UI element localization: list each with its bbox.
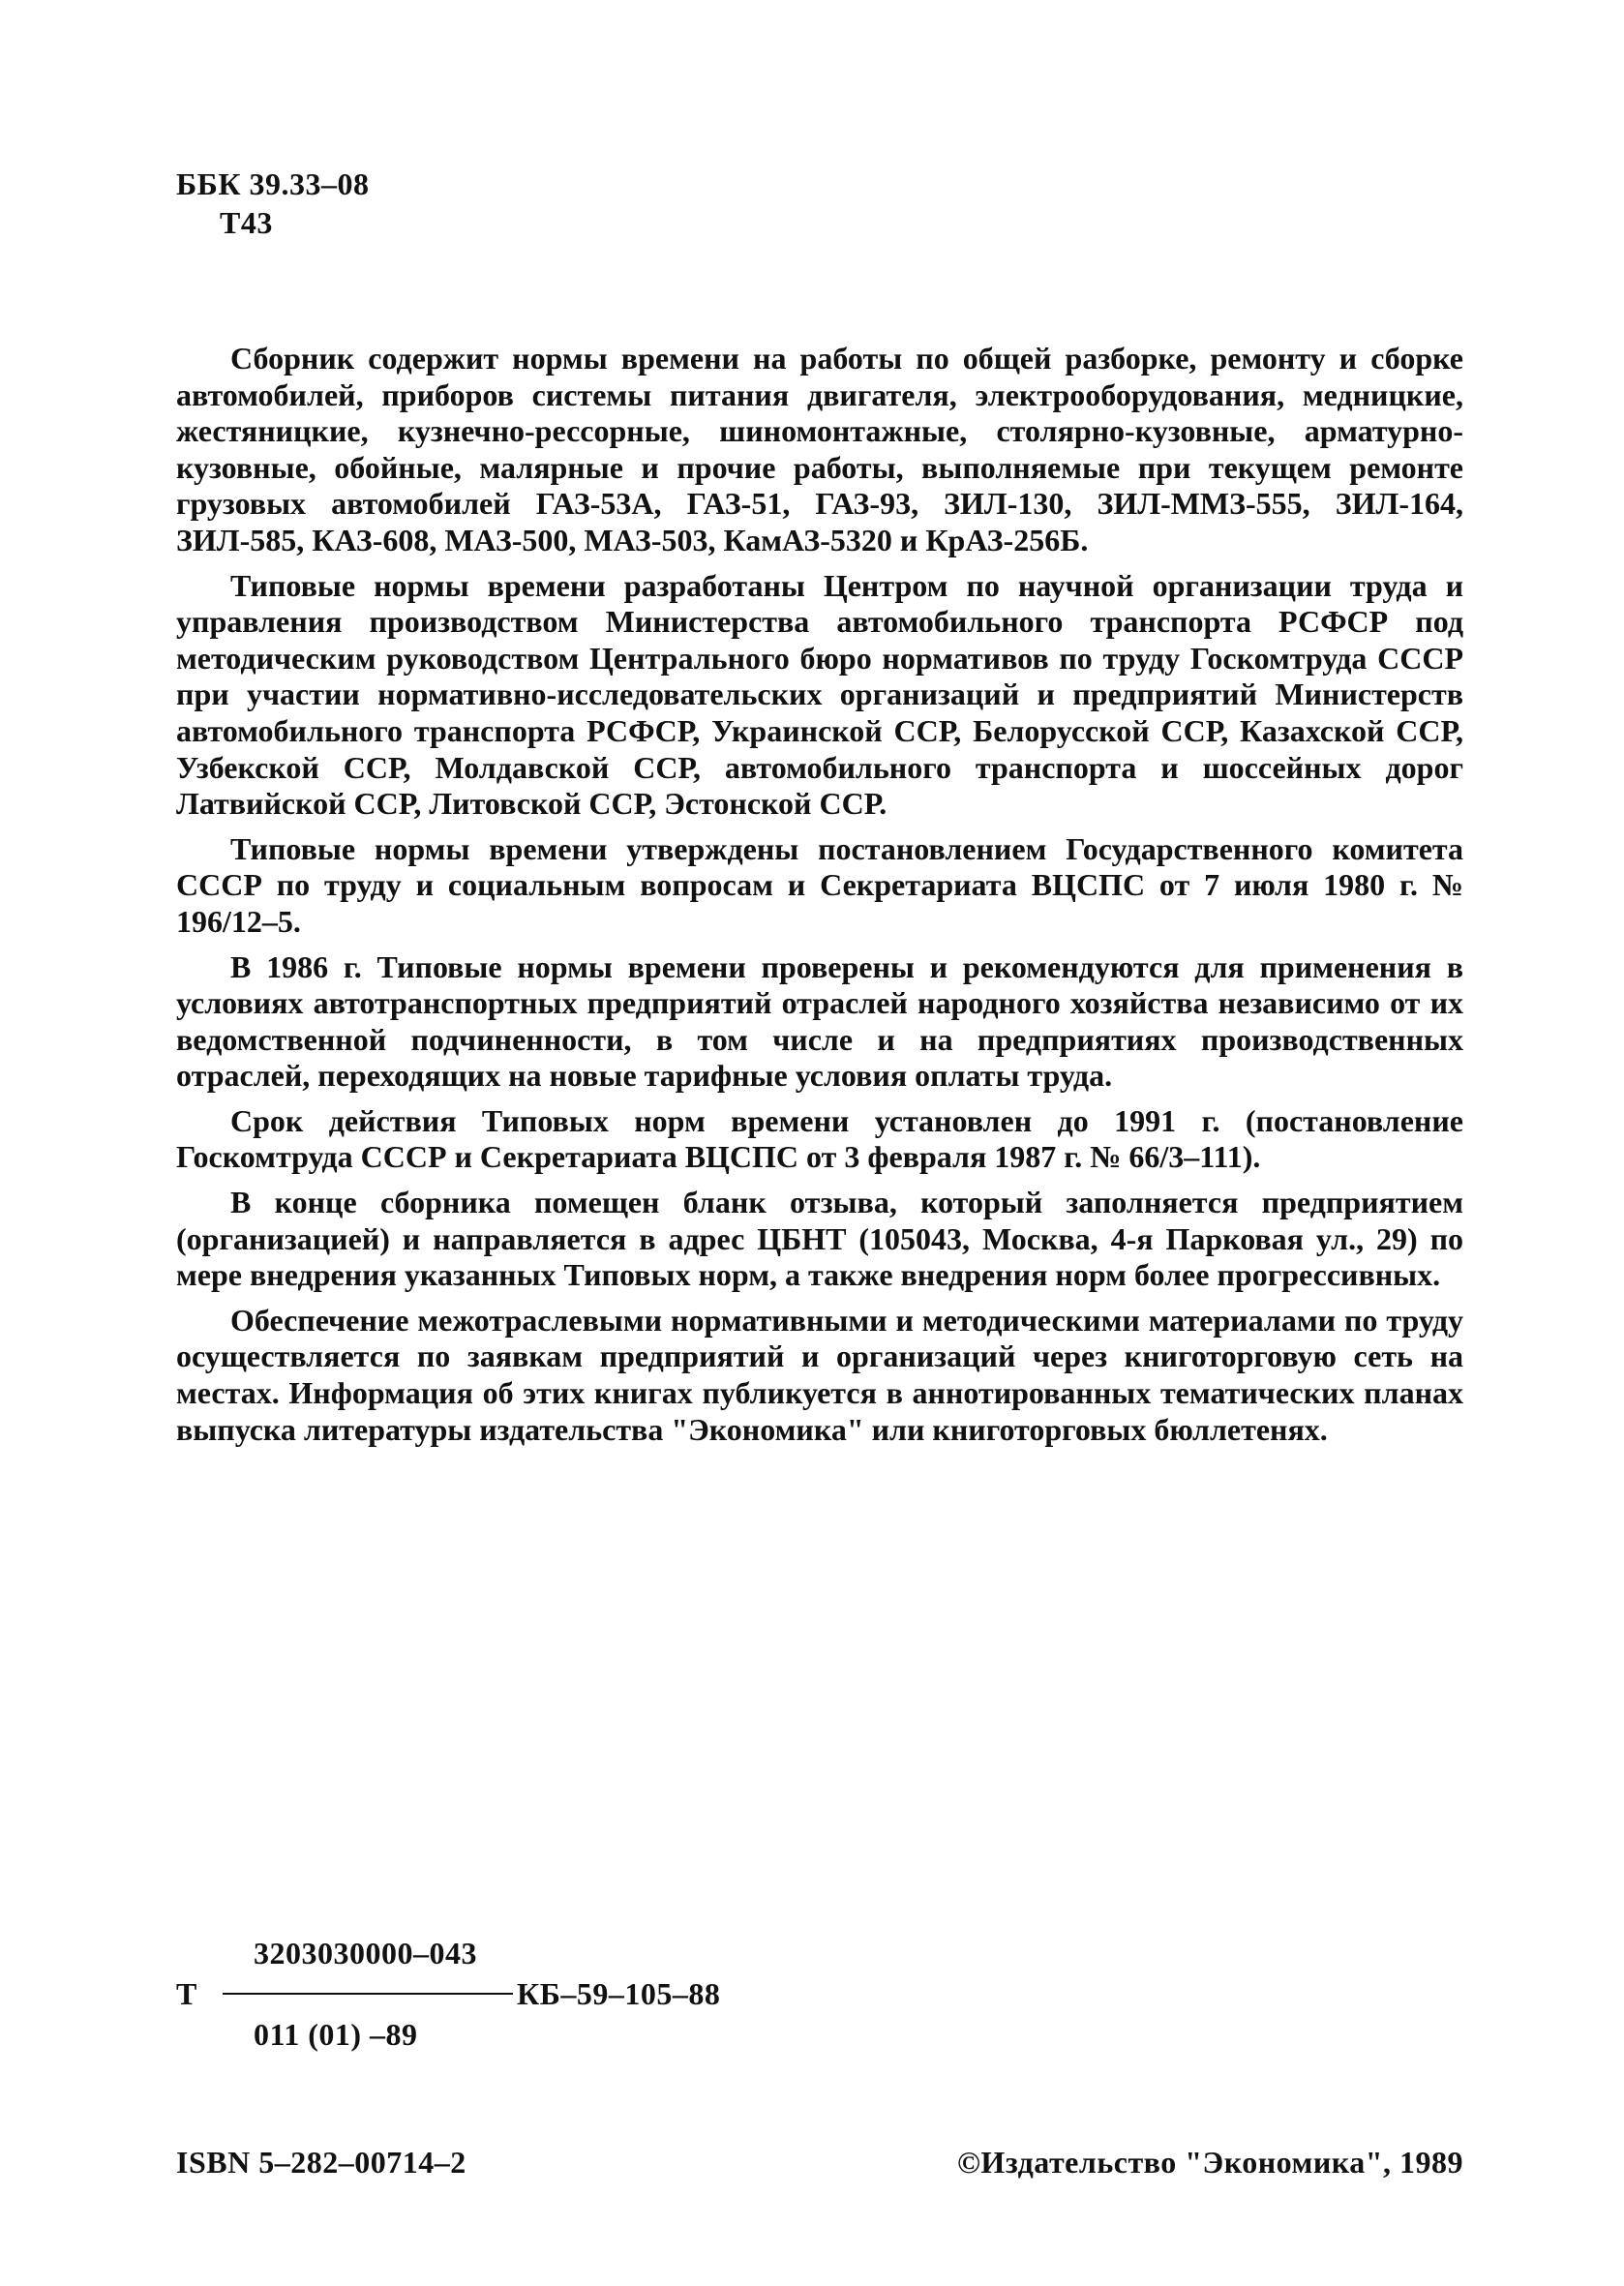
paragraph: Типовые нормы времени разработаны Центром по научной организации труда и управления производством Министерства автомобильного транспорта РСФСР под методическим руководством Центрального бюро нормативов по труду Госкомтруда СССР при участии нормативно-исследовательских организаций и предприятий Министерств автомобильного транспорта РСФСР, Украинской ССР, Белорусской ССР, Казахской ССР, Узбекской ССР, Молдавской ССР, автомобильного транспорта и шоссейных дорог Латвийской ССР, Литовской ССР, Эстонской ССР. — [176, 567, 1463, 822]
bbk-code: ББК 39.33–08 — [176, 166, 370, 201]
paragraph: Срок действия Типовых норм времени установлен до 1991 г. (постановление Госкомтруда СССР и Секретариата ВЦСПС от 3 февраля 1987 г. № 66/3–111). — [176, 1102, 1463, 1175]
paragraph: В 1986 г. Типовые нормы времени проверены и рекомендуются для применения в условиях автотранспортных предприятий отраслей народного хозяйства независимо от их ведомственной подчиненности, в том числе и на предприятиях производственных отраслей, переходящих на новые тарифные условия оплаты труда. — [176, 948, 1463, 1094]
code-denominator: 011 (01) –89 — [254, 2017, 418, 2052]
paragraph: Обеспечение межотраслевыми нормативными и методическими материалами по труду осуществляется по заявкам предприятий и организаций через книготорговую сеть на местах. Информация об этих книгах публикуется в аннотированных тематических планах выпуска литературы издательства "Экономика" или книготорговых бюллетенях. — [176, 1302, 1463, 1447]
code-letter: Т — [176, 1976, 197, 2011]
copyright: ©Издательство "Экономика", 1989 — [957, 2145, 1463, 2180]
paragraph: В конце сборника помещен бланк отзыва, который заполняется предприятием (организацией) и направляется в адрес ЦБНТ (105043, Москва, 4-я Парковая ул., 29) по мере внедрения указанных Типовых норм, а также внедрения норм более прогрессивных. — [176, 1185, 1463, 1293]
bbk-author-mark: Т43 — [220, 205, 273, 240]
paragraph: Типовые нормы времени утверждены постановлением Государственного комитета СССР по труду и социальным вопросам и Секретариата ВЦСПС от 7 июля 1980 г. № 196/12–5. — [176, 830, 1463, 939]
annotation-text — [176, 341, 1463, 1457]
paragraph: Сборник содержит нормы времени на работы по общей разборке, ремонту и сборке автомобилей, приборов системы питания двигателя, электрооборудования, медницкие, жестяницкие, кузнечно-рессорные, шиномонтажные, столярно-кузовные, арматурно-кузовные, обойные, малярные и прочие работы, выполняемые при текущем ремонте грузовых автомобилей ГАЗ-53А, ГАЗ-51, ГАЗ-93, ЗИЛ-130, ЗИЛ-ММЗ-555, ЗИЛ-164, ЗИЛ-585, КАЗ-608, МАЗ-500, МАЗ-503, КамАЗ-5320 и КрАЗ-256Б. — [176, 341, 1463, 557]
isbn: ISBN 5–282–00714–2 — [176, 2145, 466, 2180]
bbk-classification — [176, 165, 370, 242]
publication-code — [176, 1936, 854, 2061]
code-kb: КБ–59–105–88 — [517, 1976, 721, 2011]
code-numerator: 3203030000–043 — [254, 1936, 477, 1970]
fraction-line — [223, 1993, 513, 1995]
